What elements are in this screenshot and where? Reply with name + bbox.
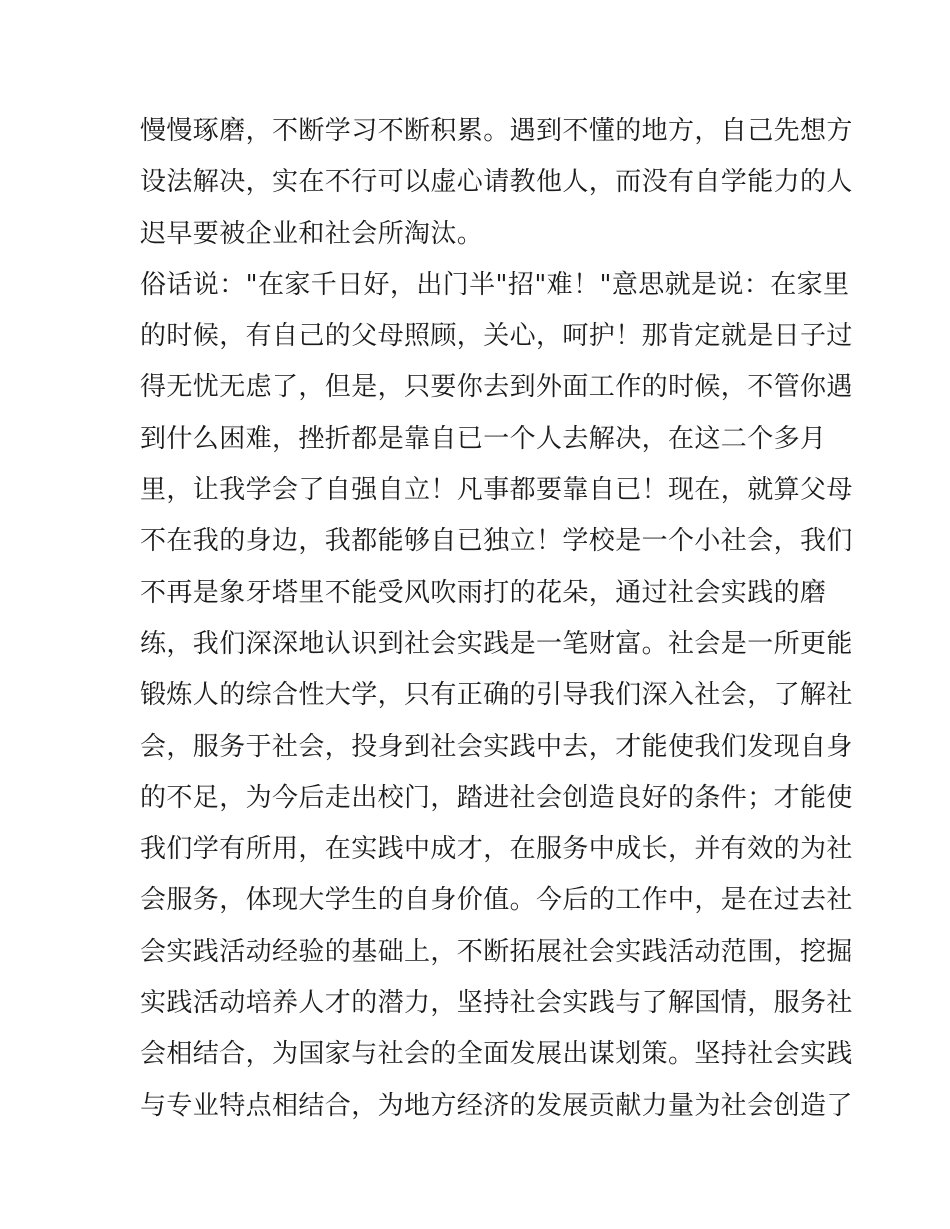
text-line-12: 锻炼人的综合性大学，只有正确的引导我们深入社会，了解社 [140, 680, 853, 711]
text-line-19: 会相结合，为国家与社会的全面发展出谋划策。坚持社会实践 [140, 1039, 853, 1070]
body-text [140, 106, 853, 1132]
text-line-8: 里，让我学会了自强自立！凡事都要靠自已！现在，就算父母 [140, 475, 853, 506]
text-line-17: 会实践活动经验的基础上，不断拓展社会实践活动范围，挖掘 [140, 936, 853, 967]
text-line-6: 得无忧无虑了，但是，只要你去到外面工作的时候，不管你遇 [140, 372, 853, 403]
text-line-2: 设法解决，实在不行可以虚心请教他人，而没有自学能力的人 [140, 167, 853, 198]
text-line-16: 会服务，体现大学生的自身价值。今后的工作中，是在过去社 [140, 885, 853, 916]
text-line-3: 迟早要被企业和社会所淘汰。 [140, 218, 484, 249]
text-line-9: 不在我的身边，我都能够自已独立！学校是一个小社会，我们 [140, 526, 853, 557]
text-line-7: 到什么困难，挫折都是靠自已一个人去解决，在这二个多月 [140, 423, 827, 454]
text-line-5: 的时候，有自己的父母照顾，关心，呵护！那肯定就是日子过 [140, 321, 853, 352]
text-line-13: 会，服务于社会，投身到社会实践中去，才能使我们发现自身 [140, 731, 853, 762]
text-line-18: 实践活动培养人才的潜力，坚持社会实践与了解国情，服务社 [140, 988, 853, 1019]
text-line-14: 的不足，为今后走出校门，踏进社会创造良好的条件；才能使 [140, 782, 853, 813]
text-line-15: 我们学有所用，在实践中成才，在服务中成长，并有效的为社 [140, 834, 853, 865]
text-line-10: 不再是象牙塔里不能受风吹雨打的花朵，通过社会实践的磨 [140, 577, 827, 608]
text-line-11: 练，我们深深地认识到社会实践是一笔财富。社会是一所更能 [140, 628, 853, 659]
text-line-20: 与专业特点相结合，为地方经济的发展贡献力量为社会创造了 [140, 1090, 853, 1121]
text-line-4: 俗话说："在家千日好，出门半"招"难！"意思就是说：在家里 [140, 269, 850, 300]
text-line-1: 慢慢琢磨，不断学习不断积累。遇到不懂的地方，自己先想方 [140, 116, 853, 146]
